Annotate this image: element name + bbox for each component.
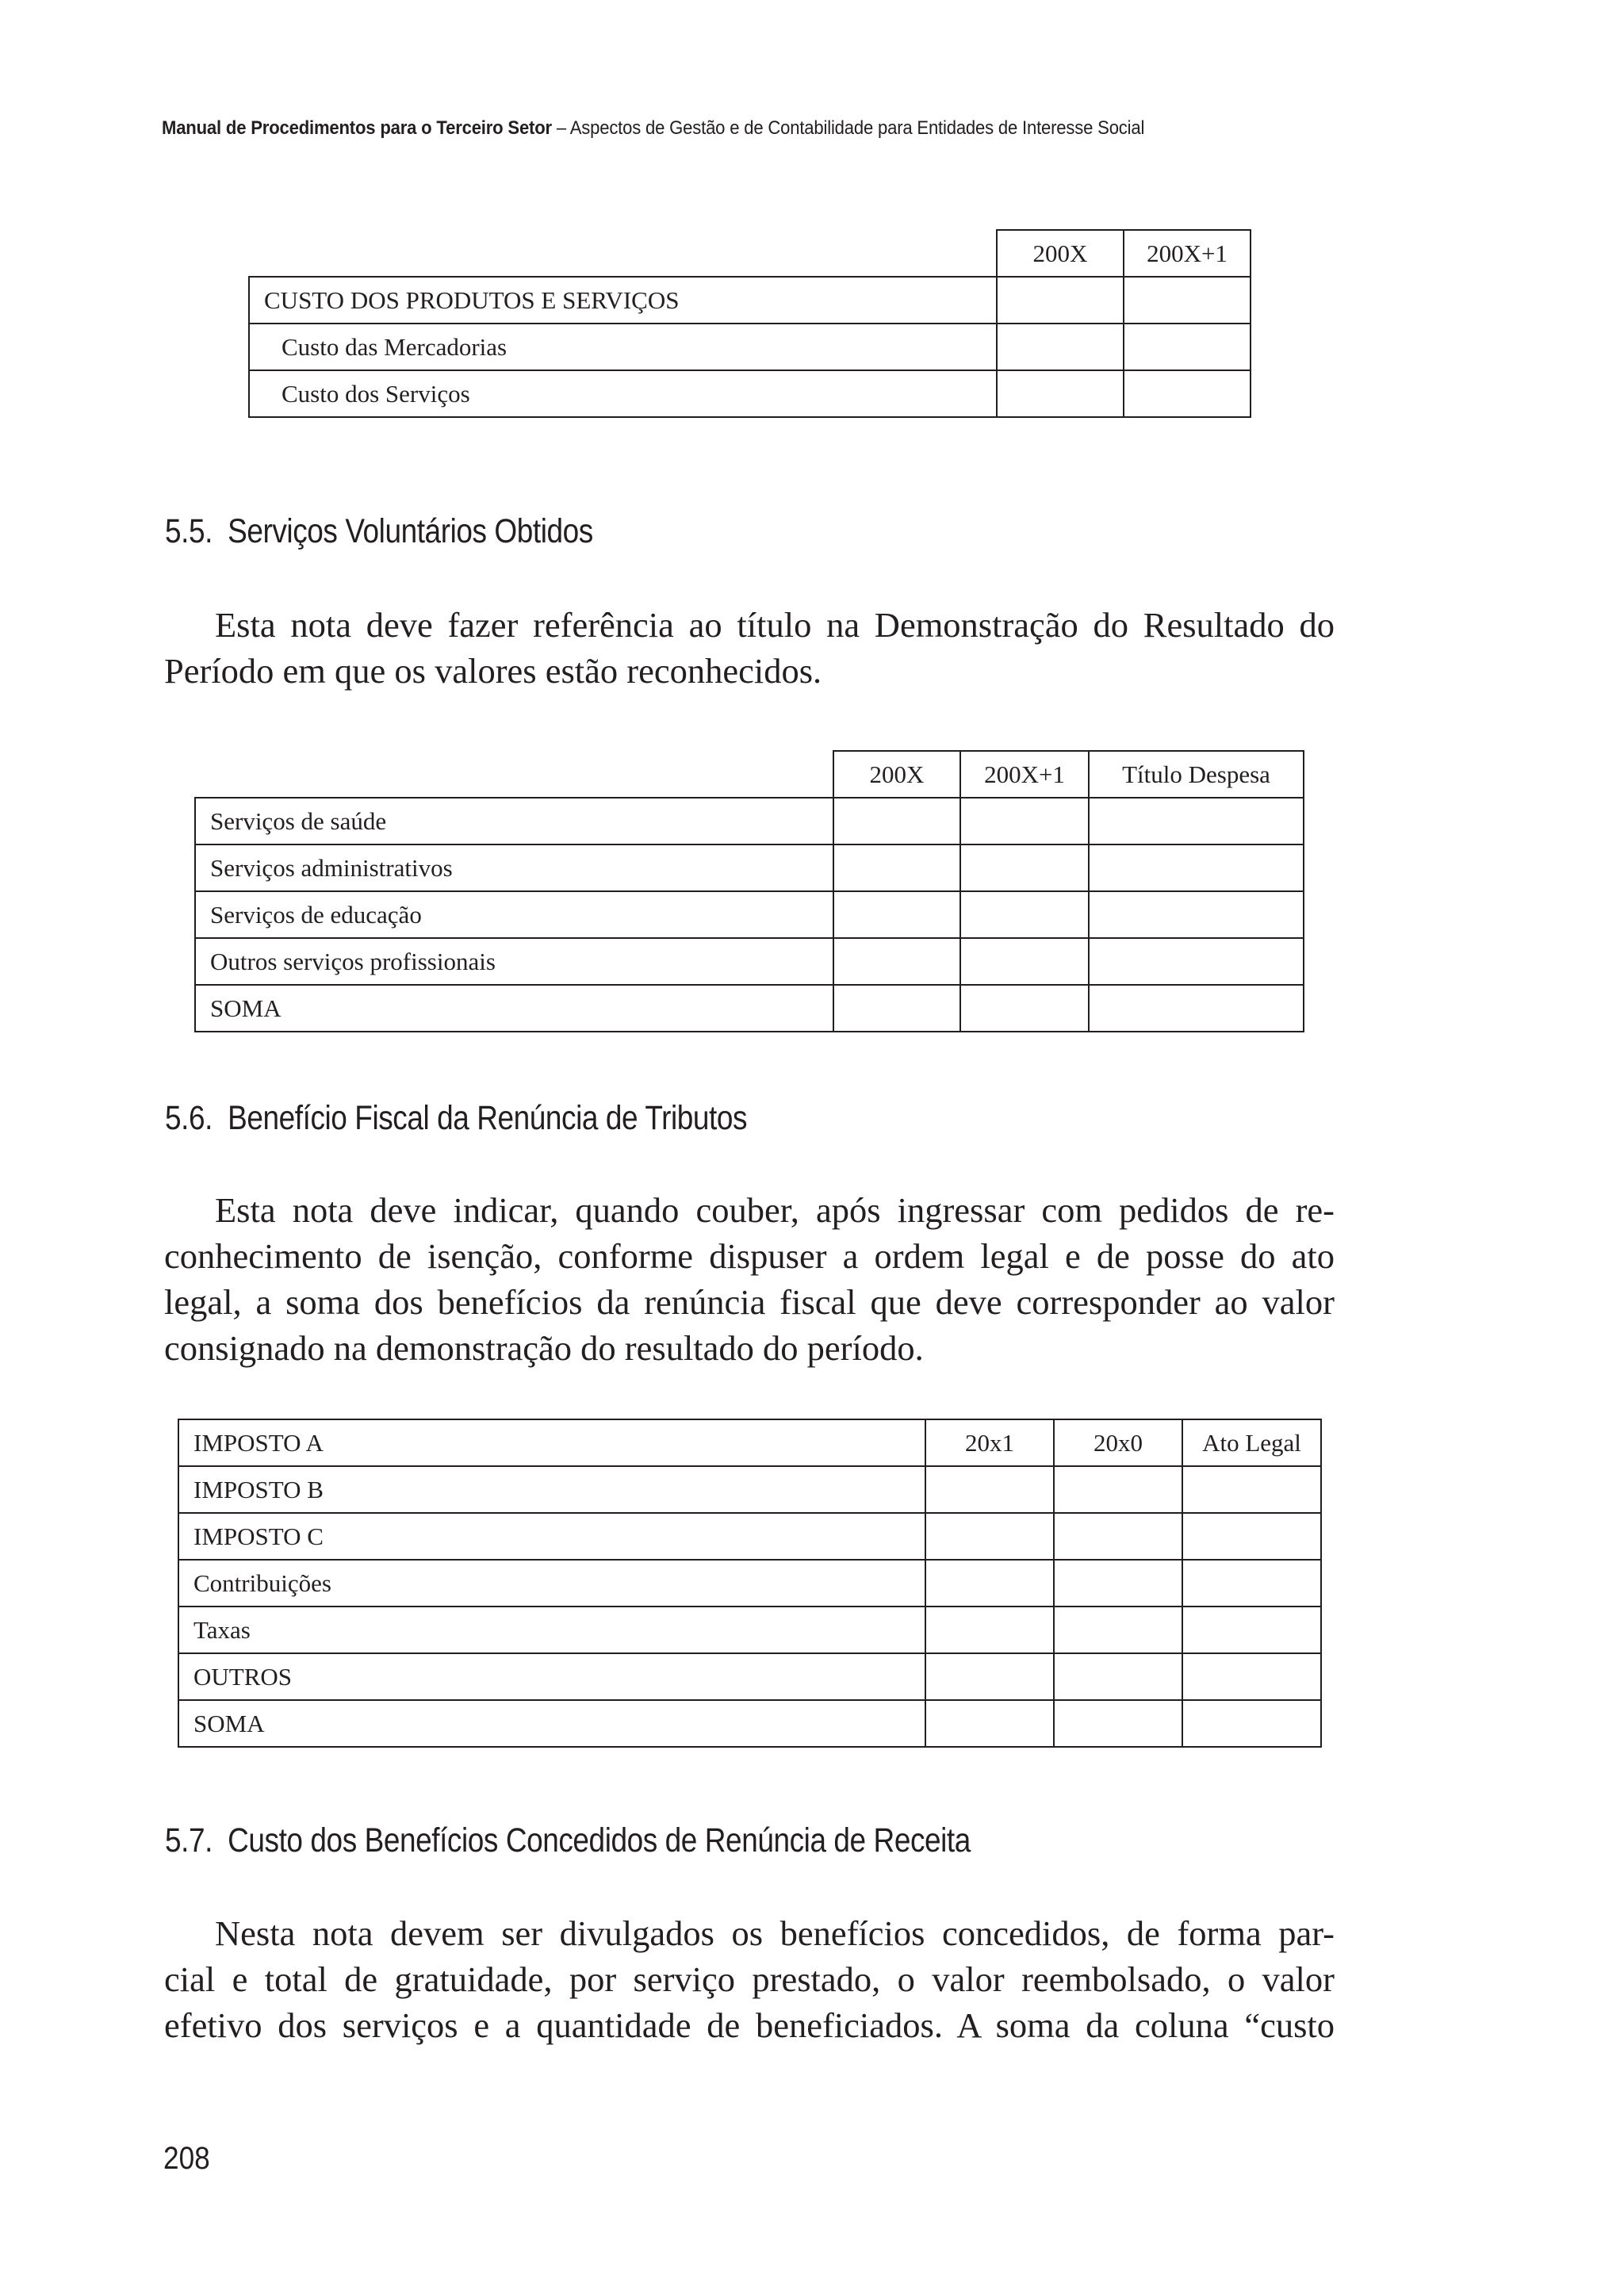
- table-row: [195, 798, 1304, 844]
- header-book-title: Manual de Procedimentos para o Terceiro Setor: [162, 117, 552, 139]
- table-row: [195, 891, 1304, 938]
- running-header: [162, 117, 1144, 140]
- paragraph-5-6: [164, 1187, 1335, 1371]
- paragraph-line: Nesta nota devem ser divulgados os benefícios concedidos, de forma par-: [215, 1913, 1335, 1953]
- table-row: [195, 844, 1304, 891]
- table-row: [195, 985, 1304, 1032]
- paragraph-line: cial e total de gratuidade, por serviço prestado, o valor reembolsado, o valor: [164, 1959, 1335, 1999]
- column-header: 200X: [833, 751, 960, 798]
- table-row: [178, 1653, 1321, 1700]
- paragraph-line: Período em que os valores estão reconhecidos.: [164, 651, 822, 691]
- section-title: Custo dos Benefícios Concedidos de Renúncia de Receita: [228, 1821, 971, 1859]
- table-header-row: [195, 751, 1304, 798]
- row-label: Outros serviços profissionais: [195, 938, 833, 985]
- column-header: 200X: [997, 230, 1124, 277]
- column-header: 20x0: [1054, 1419, 1182, 1466]
- row-label: Contribuições: [178, 1560, 925, 1607]
- paragraph-line: conhecimento de isenção, conforme dispuser a ordem legal e de posse do ato: [164, 1236, 1335, 1276]
- paragraph-5-7: [164, 1910, 1335, 2048]
- header-separator: –: [556, 117, 566, 139]
- row-label: Custo das Mercadorias: [249, 324, 997, 370]
- paragraph-line: consignado na demonstração do resultado do período.: [164, 1328, 924, 1368]
- row-label: Custo dos Serviços: [249, 370, 997, 417]
- row-label: OUTROS: [178, 1653, 925, 1700]
- paragraph-5-5: [164, 602, 1335, 694]
- table-row: [178, 1513, 1321, 1560]
- row-label: Serviços de saúde: [195, 798, 833, 844]
- section-number: 5.7.: [165, 1821, 213, 1859]
- column-header: Título Despesa: [1089, 751, 1304, 798]
- column-header: Ato Legal: [1182, 1419, 1321, 1466]
- paragraph-line: efetivo dos serviços e a quantidade de beneficiados. A soma da coluna “custo: [164, 2005, 1335, 2045]
- table-row: [249, 324, 1251, 370]
- table-renuncia-tributos: [178, 1419, 1322, 1748]
- row-label: Serviços administrativos: [195, 844, 833, 891]
- table-row: [178, 1700, 1321, 1747]
- column-header: 20x1: [925, 1419, 1054, 1466]
- section-title: Serviços Voluntários Obtidos: [228, 512, 593, 550]
- paragraph-line: Esta nota deve indicar, quando couber, após ingressar com pedidos de re-: [215, 1190, 1335, 1230]
- row-label: Taxas: [178, 1607, 925, 1653]
- header-subtitle: Aspectos de Gestão e de Contabilidade para Entidades de Interesse Social: [569, 117, 1145, 139]
- column-header: 200X+1: [960, 751, 1089, 798]
- row-label: SOMA: [178, 1700, 925, 1747]
- table-row: [178, 1466, 1321, 1513]
- row-label: IMPOSTO B: [178, 1466, 925, 1513]
- table-row: [178, 1560, 1321, 1607]
- table-header-row: [249, 230, 1251, 277]
- section-heading-5-5: [165, 512, 593, 551]
- table-row: [178, 1607, 1321, 1653]
- page-number: 208: [163, 2141, 210, 2176]
- section-number: 5.6.: [165, 1099, 213, 1137]
- row-label: SOMA: [195, 985, 833, 1032]
- row-label: IMPOSTO C: [178, 1513, 925, 1560]
- section-heading-5-6: [165, 1099, 747, 1138]
- table-row: [249, 370, 1251, 417]
- section-number: 5.5.: [165, 512, 213, 550]
- table-custo-produtos: [248, 229, 1251, 418]
- section-heading-5-7: [165, 1821, 971, 1860]
- table-servicos-voluntarios: [194, 750, 1304, 1032]
- paragraph-line: legal, a soma dos benefícios da renúncia fiscal que deve corresponder ao valor: [164, 1282, 1335, 1322]
- row-label: IMPOSTO A: [178, 1419, 925, 1466]
- row-label: Serviços de educação: [195, 891, 833, 938]
- table-row: [195, 938, 1304, 985]
- paragraph-line: Esta nota deve fazer referência ao título na Demonstração do Resultado do: [215, 605, 1335, 645]
- column-header: 200X+1: [1124, 230, 1251, 277]
- table-row: [249, 277, 1251, 324]
- section-title: Benefício Fiscal da Renúncia de Tributos: [228, 1099, 748, 1137]
- table-header-row: [178, 1419, 1321, 1466]
- row-label: CUSTO DOS PRODUTOS E SERVIÇOS: [249, 277, 997, 324]
